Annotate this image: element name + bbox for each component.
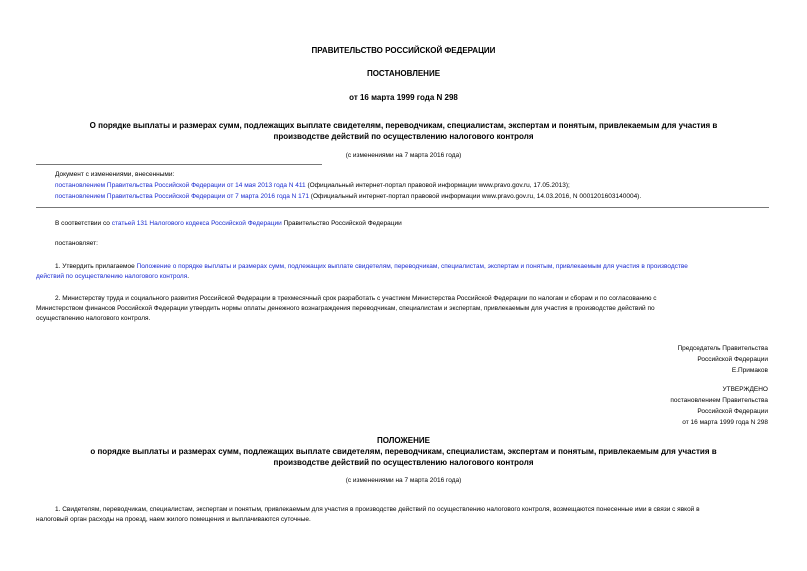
regulation-paragraph-1-line2: налоговый орган расходы на проезд, наем жилого помещения и выплачиваются суточные. <box>36 516 311 523</box>
amendment-link-2016[interactable]: постановлением Правительства Российской Федерации от 7 марта 2016 года N 171 <box>55 193 309 200</box>
changes-top-rule <box>36 164 322 165</box>
decrees-word: постановляет: <box>55 240 98 247</box>
document-type: ПОСТАНОВЛЕНИЕ <box>366 69 441 78</box>
signature-country: Российской Федерации <box>697 356 768 363</box>
government-name: ПРАВИТЕЛЬСТВО РОССИЙСКОЙ ФЕДЕРАЦИИ <box>311 46 496 55</box>
paragraph-1-end: . <box>187 273 190 280</box>
regulation-title-line1: о порядке выплаты и размерах сумм, подлежащих выплате свидетелям, переводчикам, специалистам, экспертам и понятым, привлекаемым для участия в <box>90 447 717 456</box>
regulation-heading: ПОЛОЖЕНИЕ <box>377 436 430 445</box>
document-title-line2: производстве действий по осуществлению налогового контроля <box>273 132 534 141</box>
signature-title: Председатель Правительства <box>677 345 768 352</box>
changes-item-1 <box>55 182 570 190</box>
approved-by: постановлением Правительства <box>670 397 768 404</box>
preamble-end: Правительство Российской Федерации <box>281 220 402 227</box>
paragraph-1-line2 <box>36 273 189 281</box>
changes-intro: Документ с изменениями, внесенными: <box>55 171 175 178</box>
paragraph-1-start: 1. Утвердить прилагаемое <box>55 263 137 270</box>
preamble <box>55 220 402 228</box>
preamble-start: В соответствии со <box>55 220 112 227</box>
approved-country: Российской Федерации <box>697 408 768 415</box>
changes-item-2 <box>55 193 641 201</box>
paragraph-2-line2: Министерством финансов Российской Федерации утвердить нормы оплаты денежного вознаграждения переводчикам, специалистам и экспертам, привлекаемым для участия в производстве действий по <box>36 305 655 312</box>
paragraph-2-line3: осуществлению налогового контроля. <box>36 315 151 322</box>
approved-label: УТВЕРЖДЕНО <box>722 386 768 393</box>
regulation-link-part1[interactable]: Положение о порядке выплаты и размерах сумм, подлежащих выплате свидетелям, переводчикам, специалистам, экспертам и понятым, привлекаемым для участия в производстве <box>136 263 688 270</box>
regulation-amendment-note: (с изменениями на 7 марта 2016 года) <box>345 477 462 484</box>
regulation-link-part2[interactable]: действий по осуществлению налогового контроля <box>36 273 188 280</box>
approved-date-number: от 16 марта 1999 года N 298 <box>682 419 768 426</box>
document-date-number: от 16 марта 1999 года N 298 <box>349 93 458 102</box>
regulation-paragraph-1-line1: 1. Свидетелям, переводчикам, специалистам, экспертам и понятым, привлекаемым для участия в производстве действий по осуществлению налогового контроля, возмещаются понесенные ими в связи с явкой в <box>55 506 700 513</box>
regulation-title-line2: производстве действий по осуществлению налогового контроля <box>273 458 534 467</box>
paragraph-2-line1: 2. Министерству труда и социального развития Российской Федерации в трехмесячный срок разработать с участием Министерства Российской Федерации по налогам и сборам и по согласованию с <box>55 295 657 302</box>
tax-code-article-link[interactable]: статьей 131 Налогового кодекса Российской Федерации <box>111 220 282 227</box>
signature-name: Е.Примаков <box>731 367 768 374</box>
amendment-link-2013[interactable]: постановлением Правительства Российской Федерации от 14 мая 2013 года N 411 <box>55 182 306 189</box>
amendment-note: (с изменениями на 7 марта 2016 года) <box>345 152 462 159</box>
paragraph-1-line1 <box>55 263 688 271</box>
changes-bottom-rule <box>36 207 769 208</box>
amendment-source-2013: (Официальный интернет-портал правовой информации www.pravo.gov.ru, 17.05.2013); <box>305 182 570 189</box>
document-title-line1: О порядке выплаты и размерах сумм, подлежащих выплате свидетелям, переводчикам, специалистам, экспертам и понятым, привлекаемым для участия в <box>89 121 718 130</box>
amendment-source-2016: (Официальный интернет-портал правовой информации www.pravo.gov.ru, 14.03.2016, N 0001201603140004). <box>309 193 642 200</box>
